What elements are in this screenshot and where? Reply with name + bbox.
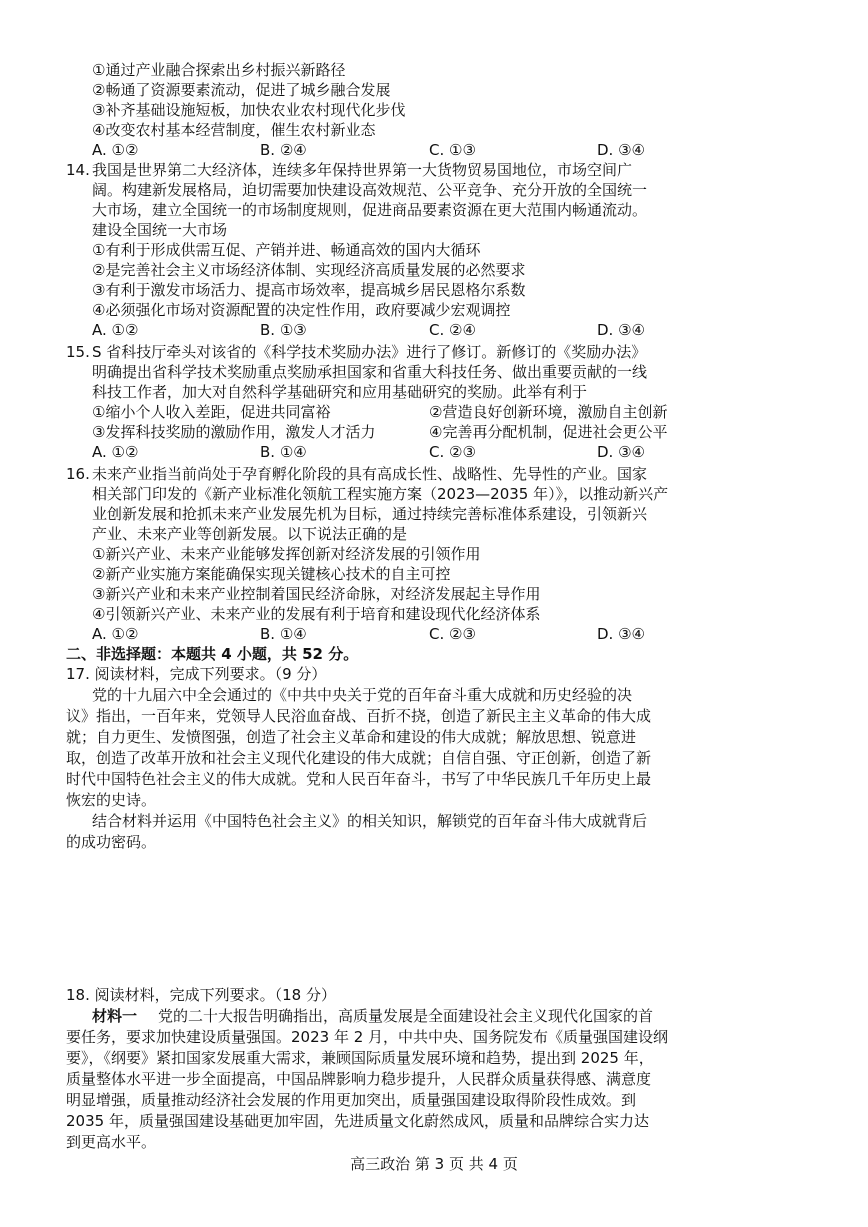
q17-para-4: 取，创造了改革开放和社会主义现代化建设的伟大成就；自信自强、守正创新，创造了新 (66, 749, 652, 767)
q15-item-2: ②营造良好创新环境，激励自主创新 (429, 403, 668, 421)
q15-options (92, 442, 792, 462)
q17-header: 17. 阅读材料，完成下列要求。（9 分） (66, 665, 327, 683)
q17-para-3: 就；自力更生、发愤图强，创造了社会主义革命和建设的伟大成就；解放思想、锐意进 (66, 728, 637, 746)
q16-stem-3: 业创新发展和抢抓未来产业发展先机为目标，通过持续完善标准体系建设，引领新兴 (92, 505, 648, 523)
q18-material-label: 材料一 (92, 1007, 138, 1025)
q16-item-4: ④引领新兴产业、未来产业的发展有利于培育和建设现代化经济体系 (92, 605, 541, 623)
q15-stem-3: 科技工作者，加大对自然科学基础研究和应用基础研究的奖励。此举有利于 (92, 383, 588, 401)
section-2-title: 二、非选择题：本题共 4 小题，共 52 分。 (66, 645, 359, 663)
q13-item-4: ④改变农村基本经营制度，催生农村新业态 (92, 121, 376, 139)
q14-item-1: ①有利于形成供需互促、产销并进、畅通高效的国内大循环 (92, 241, 481, 259)
q14-option-a: A. ①② (92, 321, 139, 339)
q15-option-c: C. ②③ (429, 443, 476, 461)
q16-stem-2: 相关部门印发的《新产业标准化领航工程实施方案（2023—2035 年）》，以推动新兴产 (92, 485, 669, 503)
q18-para-7: 到更高水平。 (66, 1133, 157, 1151)
q14-option-c: C. ②④ (429, 321, 476, 339)
q15-stem-2: 明确提出省科学技术奖励重点奖励承担国家和省重大科技任务、做出重要贡献的一线 (92, 363, 648, 381)
q15-option-a: A. ①② (92, 443, 139, 461)
q13-option-c: C. ①③ (429, 141, 476, 159)
q16-option-a: A. ①② (92, 625, 139, 643)
q18-para-3: 要》，《纲要》紧扣国家发展重大需求，兼顾国际质量发展环境和趋势，提出到 2025 年， (66, 1049, 654, 1067)
q16-stem-4: 产业、未来产业等创新发展。以下说法正确的是 (92, 525, 408, 543)
q18-para-6: 2035 年，质量强国建设基础更加牢固，先进质量文化蔚然成风，质量和品牌综合实力达 (66, 1112, 649, 1130)
q15-option-b: B. ①④ (260, 443, 307, 461)
q14-number: 14. (66, 161, 90, 179)
q13-option-a: A. ①② (92, 141, 139, 159)
q16-option-d: D. ③④ (597, 625, 645, 643)
q14-stem-2: 阔。构建新发展格局，迫切需要加快建设高效规范、公平竞争、充分开放的全国统一 (92, 181, 648, 199)
q16-item-1: ①新兴产业、未来产业能够发挥创新对经济发展的引领作用 (92, 545, 481, 563)
q17-para-1: 党的十九届六中全会通过的《中共中央关于党的百年奋斗重大成就和历史经验的决 (92, 686, 633, 704)
q18-header: 18. 阅读材料，完成下列要求。（18 分） (66, 986, 336, 1004)
q17-para-6: 恢宏的史诗。 (66, 791, 157, 809)
q14-item-2: ②是完善社会主义市场经济体制、实现经济高质量发展的必然要求 (92, 261, 526, 279)
q15-item-3: ③发挥科技奖励的激励作用，激发人才活力 (92, 423, 376, 441)
q13-item-2: ②畅通了资源要素流动，促进了城乡融合发展 (92, 81, 391, 99)
q13-option-b: B. ②④ (260, 141, 307, 159)
q15-stem-1: S 省科技厅牵头对该省的《科学技术奖励办法》进行了修订。新修订的《奖励办法》 (92, 343, 647, 361)
page-footer: 高三政治 第 3 页 共 4 页 (350, 1155, 518, 1173)
q16-option-c: C. ②③ (429, 625, 476, 643)
q15-item-4: ④完善再分配机制，促进社会更公平 (429, 423, 668, 441)
q16-options (92, 624, 792, 644)
q14-item-3: ③有利于激发市场活力、提高市场效率，提高城乡居民恩格尔系数 (92, 281, 526, 299)
q13-option-d: D. ③④ (597, 141, 645, 159)
q18-para-4: 质量整体水平进一步全面提高，中国品牌影响力稳步提升，人民群众质量获得感、满意度 (66, 1070, 652, 1088)
q14-stem-3: 大市场，建立全国统一的市场制度规则，促进商品要素资源在更大范围内畅通流动。 (92, 201, 648, 219)
q14-stem-4: 建设全国统一大市场 (92, 221, 228, 239)
q18-para-5: 明显增强，质量推动经济社会发展的作用更加突出，质量强国建设取得阶段性成效。到 (66, 1091, 637, 1109)
q14-option-d: D. ③④ (597, 321, 645, 339)
q17-task-2: 的成功密码。 (66, 833, 157, 851)
q16-item-2: ②新产业实施方案能确保实现关键核心技术的自主可控 (92, 565, 451, 583)
q14-stem-1: 我国是世界第二大经济体，连续多年保持世界第一大货物贸易国地位，市场空间广 (92, 161, 633, 179)
q15-item-1: ①缩小个人收入差距，促进共同富裕 (92, 403, 331, 421)
q14-options (92, 320, 792, 340)
q14-item-4: ④必须强化市场对资源配置的决定性作用，政府要减少宏观调控 (92, 301, 511, 319)
q17-para-2: 议》指出，一百年来，党领导人民浴血奋战、百折不挠，创造了新民主主义革命的伟大成 (66, 707, 652, 725)
q16-stem-1: 未来产业指当前尚处于孕育孵化阶段的具有高成长性、战略性、先导性的产业。国家 (92, 465, 648, 483)
q18-para-2: 要任务，要求加快建设质量强国。2023 年 2 月，中共中央、国务院发布《质量强国建设纲 (66, 1028, 669, 1046)
q13-item-3: ③补齐基础设施短板，加快农业农村现代化步伐 (92, 101, 406, 119)
q17-task-1: 结合材料并运用《中国特色社会主义》的相关知识，解锁党的百年奋斗伟大成就背后 (92, 812, 648, 830)
q14-option-b: B. ①③ (260, 321, 307, 339)
q15-number: 15. (66, 343, 90, 361)
q16-item-3: ③新兴产业和未来产业控制着国民经济命脉，对经济发展起主导作用 (92, 585, 541, 603)
q18-para-1: 党的二十大报告明确指出，高质量发展是全面建设社会主义现代化国家的首 (158, 1007, 654, 1025)
q17-para-5: 时代中国特色社会主义的伟大成就。党和人民百年奋斗，书写了中华民族几千年历史上最 (66, 770, 652, 788)
q16-number: 16. (66, 465, 90, 483)
q15-option-d: D. ③④ (597, 443, 645, 461)
q16-option-b: B. ①④ (260, 625, 307, 643)
q13-item-1: ①通过产业融合探索出乡村振兴新路径 (92, 61, 346, 79)
q15-items-row-1 (92, 402, 812, 422)
q15-items-row-2 (92, 422, 812, 442)
q13-options (92, 140, 792, 160)
